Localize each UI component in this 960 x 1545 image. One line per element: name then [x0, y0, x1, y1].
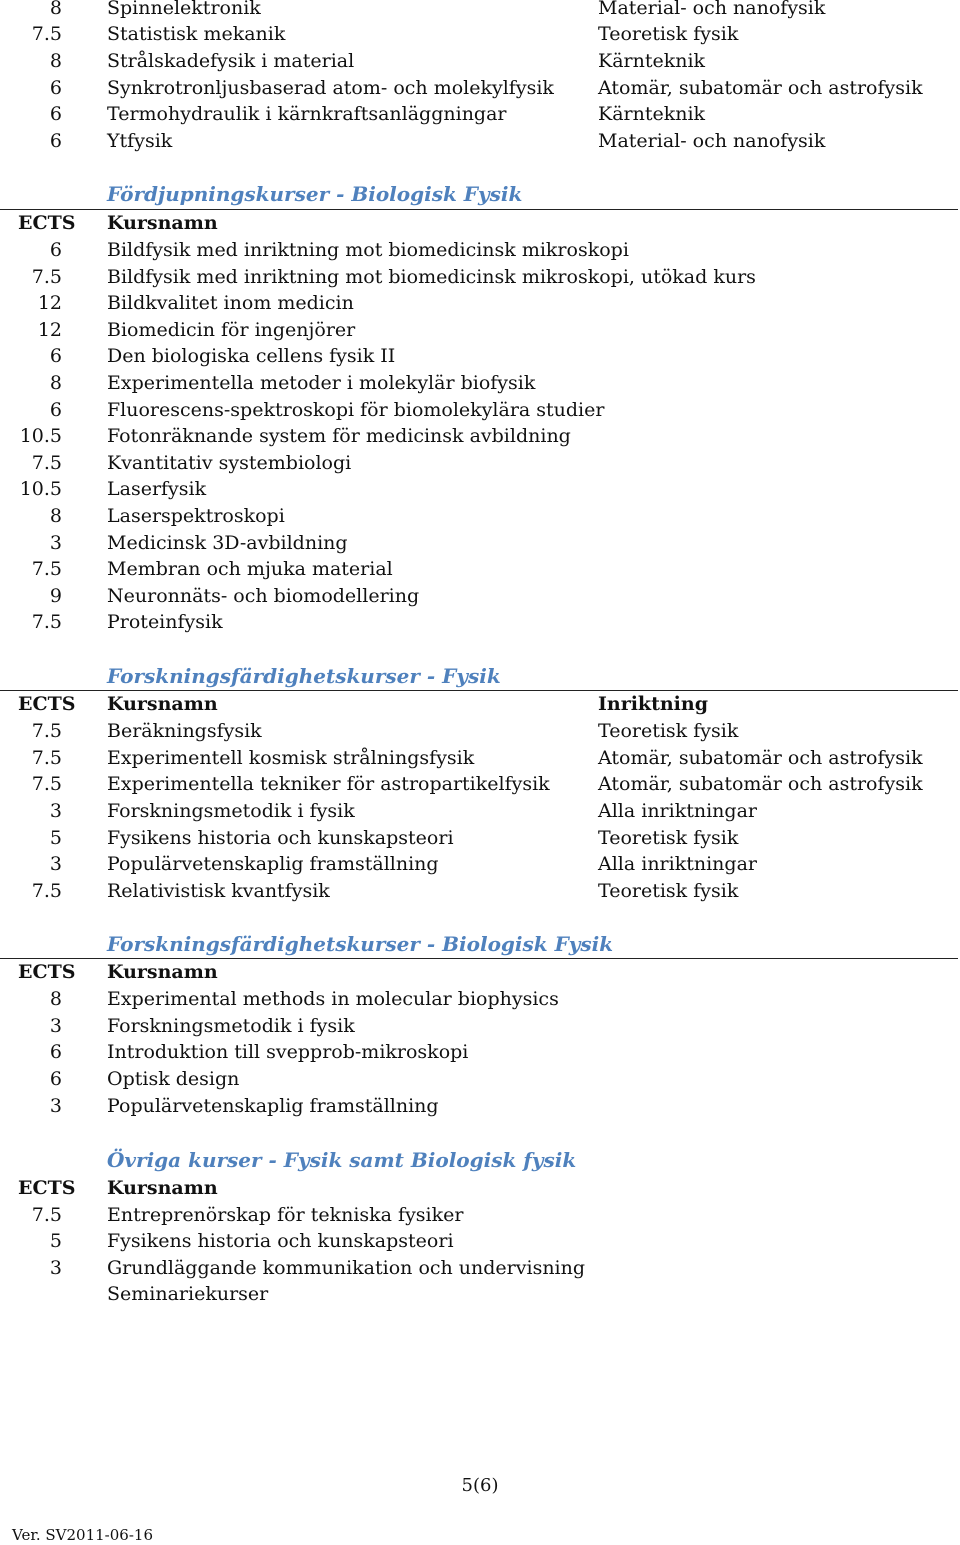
ects-value: 7.5 — [31, 611, 62, 633]
table-row — [0, 556, 960, 583]
table-row — [0, 264, 960, 291]
course-name: Medicinsk 3D-avbildning — [107, 532, 348, 554]
ects-value: 3 — [49, 853, 62, 875]
table-row — [0, 878, 960, 905]
course-direction: Atomär, subatomär och astrofysik — [598, 773, 923, 795]
ects-value: 5 — [49, 1230, 62, 1252]
course-name: Statistisk mekanik — [107, 23, 286, 45]
table-row — [0, 101, 960, 128]
course-name: Termohydraulik i kärnkraftsanläggningar — [107, 103, 507, 125]
ects-value: 3 — [49, 800, 62, 822]
table-row — [0, 1066, 960, 1093]
table-row — [0, 1255, 960, 1282]
table-row — [0, 397, 960, 424]
table-row — [0, 128, 960, 155]
ects-value: 8 — [49, 988, 62, 1010]
ects-value: 10.5 — [19, 425, 62, 447]
table-row — [0, 609, 960, 636]
header-course-name: Kursnamn — [107, 212, 218, 234]
ects-value: 6 — [49, 130, 62, 152]
table-row — [0, 583, 960, 610]
table-header — [0, 1175, 960, 1202]
table-row — [0, 476, 960, 503]
table-row — [0, 798, 960, 825]
course-name: Bildfysik med inriktning mot biomedicinsk mikroskopi — [107, 239, 629, 261]
ects-value: 7.5 — [31, 1204, 62, 1226]
ects-value: 6 — [49, 399, 62, 421]
course-name: Beräkningsfysik — [107, 720, 262, 742]
page-number: 5(6) — [461, 1475, 499, 1496]
course-name: Introduktion till svepprob-mikroskopi — [107, 1041, 469, 1063]
course-direction: Atomär, subatomär och astrofysik — [598, 77, 923, 99]
course-direction: Teoretisk fysik — [598, 23, 739, 45]
course-name: Laserfysik — [107, 478, 207, 500]
ects-value: 5 — [49, 827, 62, 849]
course-name: Experimentell kosmisk strålningsfysik — [107, 747, 475, 769]
course-name: Fysikens historia och kunskapsteori — [107, 1230, 454, 1252]
course-name: Fotonräknande system för medicinsk avbildning — [107, 425, 571, 447]
ects-value: 8 — [49, 0, 62, 19]
ects-value: 9 — [49, 585, 62, 607]
course-name: Optisk design — [107, 1068, 240, 1090]
course-name: Relativistisk kvantfysik — [107, 880, 330, 902]
ects-value: 8 — [49, 50, 62, 72]
course-direction: Teoretisk fysik — [598, 827, 739, 849]
table-row — [0, 370, 960, 397]
section-title: Forskningsfärdighetskurser - Fysik — [107, 664, 501, 688]
ects-value: 7.5 — [31, 720, 62, 742]
ects-value: 7.5 — [31, 558, 62, 580]
table-row — [0, 450, 960, 477]
header-course-name: Kursnamn — [107, 693, 218, 715]
ects-value: 8 — [49, 372, 62, 394]
header-ects: ECTS — [18, 1177, 76, 1199]
ects-value: 3 — [49, 1015, 62, 1037]
section-title: Forskningsfärdighetskurser - Biologisk Fysik — [107, 932, 614, 956]
course-name: Laserspektroskopi — [107, 505, 285, 527]
table-row — [0, 48, 960, 75]
course-direction: Teoretisk fysik — [598, 880, 739, 902]
table-header — [0, 691, 960, 718]
header-course-name: Kursnamn — [107, 961, 218, 983]
course-name: Bildfysik med inriktning mot biomedicinsk mikroskopi, utökad kurs — [107, 266, 756, 288]
course-name: Experimentella metoder i molekylär biofysik — [107, 372, 536, 394]
course-name: Neuronnäts- och biomodellering — [107, 585, 420, 607]
section-title: Övriga kurser - Fysik samt Biologisk fysik — [107, 1148, 577, 1172]
course-direction: Alla inriktningar — [598, 800, 757, 822]
course-name: Strålskadefysik i material — [107, 50, 355, 72]
table-row — [0, 745, 960, 772]
table-row — [0, 21, 960, 48]
course-name: Populärvetenskaplig framställning — [107, 1095, 439, 1117]
course-name: Entreprenörskap för tekniska fysiker — [107, 1204, 464, 1226]
course-direction: Atomär, subatomär och astrofysik — [598, 747, 923, 769]
ects-value: 6 — [49, 239, 62, 261]
course-direction: Alla inriktningar — [598, 853, 757, 875]
table-header — [0, 959, 960, 986]
table-row — [0, 237, 960, 264]
header-ects: ECTS — [18, 961, 76, 983]
course-name: Fluorescens-spektroskopi för biomolekylära studier — [107, 399, 605, 421]
table-row — [0, 986, 960, 1013]
table-row — [0, 771, 960, 798]
course-name: Fysikens historia och kunskapsteori — [107, 827, 454, 849]
course-name: Experimental methods in molecular biophysics — [107, 988, 559, 1010]
ects-value: 7.5 — [31, 23, 62, 45]
table-row — [0, 1093, 960, 1120]
ects-value: 10.5 — [19, 478, 62, 500]
header-course-name: Kursnamn — [107, 1177, 218, 1199]
table-row — [0, 851, 960, 878]
table-row — [0, 317, 960, 344]
table-row — [0, 1013, 960, 1040]
header-ects: ECTS — [18, 212, 76, 234]
table-row — [0, 1202, 960, 1229]
header-direction: Inriktning — [598, 693, 709, 715]
course-name: Ytfysik — [107, 130, 173, 152]
ects-value: 7.5 — [31, 880, 62, 902]
ects-value: 7.5 — [31, 747, 62, 769]
table-row — [0, 503, 960, 530]
course-name: Seminariekurser — [107, 1283, 269, 1305]
table-row — [0, 1281, 960, 1308]
course-name: Forskningsmetodik i fysik — [107, 1015, 355, 1037]
course-direction: Kärnteknik — [598, 103, 706, 125]
table-row — [0, 825, 960, 852]
course-name: Experimentella tekniker för astropartikelfysik — [107, 773, 550, 795]
table-row — [0, 75, 960, 102]
ects-value: 6 — [49, 1068, 62, 1090]
table-row — [0, 1228, 960, 1255]
header-ects: ECTS — [18, 693, 76, 715]
course-name: Kvantitativ systembiologi — [107, 452, 352, 474]
course-name: Forskningsmetodik i fysik — [107, 800, 355, 822]
ects-value: 6 — [49, 1041, 62, 1063]
course-direction: Material- och nanofysik — [598, 0, 826, 19]
course-direction: Teoretisk fysik — [598, 720, 739, 742]
ects-value: 8 — [49, 505, 62, 527]
ects-value: 12 — [37, 292, 62, 314]
course-name: Biomedicin för ingenjörer — [107, 319, 356, 341]
section-title: Fördjupningskurser - Biologisk Fysik — [107, 182, 523, 206]
course-name: Synkrotronljusbaserad atom- och molekylfysik — [107, 77, 554, 99]
course-name: Grundläggande kommunikation och undervisning — [107, 1257, 586, 1279]
course-name: Proteinfysik — [107, 611, 223, 633]
ects-value: 3 — [49, 1257, 62, 1279]
table-row — [0, 423, 960, 450]
table-row — [0, 290, 960, 317]
ects-value: 7.5 — [31, 773, 62, 795]
ects-value: 3 — [49, 532, 62, 554]
course-direction: Material- och nanofysik — [598, 130, 826, 152]
table-row — [0, 530, 960, 557]
ects-value: 6 — [49, 103, 62, 125]
table-row — [0, 1039, 960, 1066]
table-header — [0, 210, 960, 237]
course-name: Bildkvalitet inom medicin — [107, 292, 354, 314]
ects-value: 3 — [49, 1095, 62, 1117]
ects-value: 7.5 — [31, 266, 62, 288]
ects-value: 6 — [49, 77, 62, 99]
ects-value: 6 — [49, 345, 62, 367]
ects-value: 12 — [37, 319, 62, 341]
course-name: Populärvetenskaplig framställning — [107, 853, 439, 875]
course-name: Spinnelektronik — [107, 0, 261, 19]
table-row — [0, 718, 960, 745]
course-direction: Kärnteknik — [598, 50, 706, 72]
version-label: Ver. SV2011-06-16 — [12, 1526, 153, 1544]
course-name: Membran och mjuka material — [107, 558, 393, 580]
table-row — [0, 0, 960, 22]
course-name: Den biologiska cellens fysik II — [107, 345, 396, 367]
ects-value: 7.5 — [31, 452, 62, 474]
table-row — [0, 343, 960, 370]
